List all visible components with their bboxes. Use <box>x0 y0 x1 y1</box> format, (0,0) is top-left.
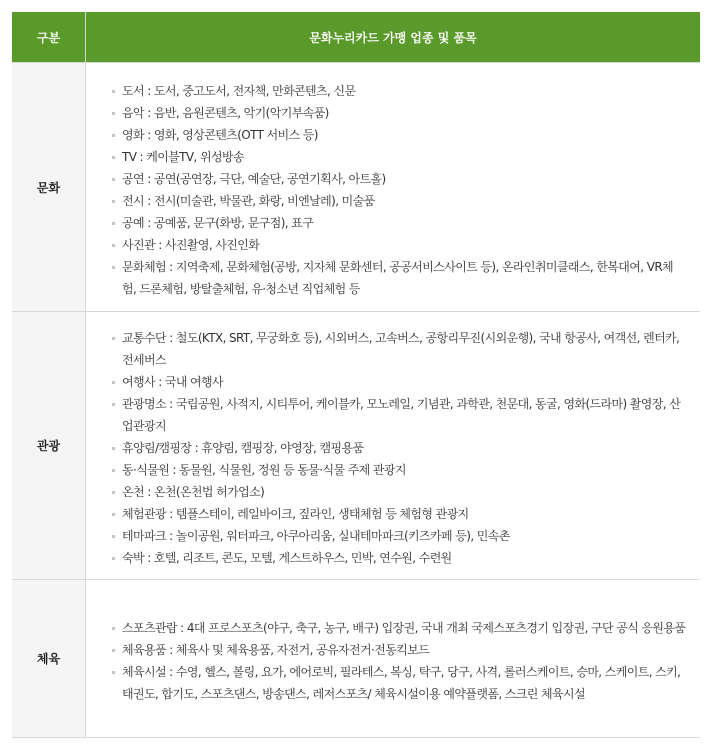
list-item: 도서 : 도서, 중고도서, 전자책, 만화콘텐츠, 신문 <box>112 80 686 102</box>
list-item: 동·식물원 : 동물원, 식물원, 정원 등 동물·식물 주제 관광지 <box>112 459 686 481</box>
list-item: 휴양림/캠핑장 : 휴양림, 캠핑장, 야영장, 캠핑용품 <box>112 437 686 459</box>
list-item: 공예 : 공예품, 문구(화방, 문구점), 표구 <box>112 212 686 234</box>
list-item: 공연 : 공연(공연장, 극단, 예술단, 공연기획사, 아트홀) <box>112 168 686 190</box>
list-item: 온천 : 온천(온천법 허가업소) <box>112 481 686 503</box>
list-item: 교통수단 : 철도(KTX, SRT, 무궁화호 등), 시외버스, 고속버스, 공항리무진(시외운행), 국내 항공사, 여객선, 렌터카, 전세버스 <box>112 327 686 371</box>
header-content: 문화누리카드 가맹 업종 및 품목 <box>86 12 701 63</box>
items-cell-sports <box>86 580 701 738</box>
list-item: 전시 : 전시(미술관, 박물관, 화랑, 비엔날레), 미술품 <box>112 190 686 212</box>
table-row-sports <box>12 580 700 738</box>
table-header-row <box>12 12 700 63</box>
items-cell-tourism <box>86 312 701 580</box>
table-row-culture <box>12 63 700 312</box>
item-list-tourism <box>112 327 686 569</box>
table-row-tourism <box>12 312 700 580</box>
list-item: TV : 케이블TV, 위성방송 <box>112 146 686 168</box>
item-list-sports <box>112 617 686 705</box>
list-item: 스포츠관람 : 4대 프로스포츠(야구, 축구, 농구, 배구) 입장권, 국내 개최 국제스포츠경기 입장권, 구단 공식 응원용품 <box>112 617 686 639</box>
category-cell-sports: 체육 <box>12 580 86 738</box>
list-item: 체육용품 : 체육사 및 체육용품, 자전거, 공유자전거·전동킥보드 <box>112 639 686 661</box>
merchant-category-table <box>12 12 700 738</box>
category-cell-culture: 문화 <box>12 63 86 312</box>
list-item: 체험관광 : 템플스테이, 레일바이크, 짚라인, 생태체험 등 체험형 관광지 <box>112 503 686 525</box>
list-item: 여행사 : 국내 여행사 <box>112 371 686 393</box>
list-item: 사진관 : 사진촬영, 사진인화 <box>112 234 686 256</box>
list-item: 테마파크 : 놀이공원, 워터파크, 아쿠아리움, 실내테마파크(키즈카페 등), 민속촌 <box>112 525 686 547</box>
category-cell-tourism: 관광 <box>12 312 86 580</box>
list-item: 관광명소 : 국립공원, 사적지, 시티투어, 케이블카, 모노레일, 기념관, 과학관, 천문대, 동굴, 영화(드라마) 촬영장, 산업관광지 <box>112 393 686 437</box>
items-cell-culture <box>86 63 701 312</box>
list-item: 숙박 : 호텔, 리조트, 콘도, 모텔, 게스트하우스, 민박, 연수원, 수련원 <box>112 547 686 569</box>
header-category: 구분 <box>12 12 86 63</box>
list-item: 체육시설 : 수영, 헬스, 볼링, 요가, 에어로빅, 필라테스, 복싱, 탁구, 당구, 사격, 롤러스케이트, 승마, 스케이트, 스키, 태권도, 합기도, 스포츠댄스, 방송댄스, 레저스포츠/ 체육시설이용 예약플랫폼, 스크린 체육시설 <box>112 661 686 705</box>
list-item: 음악 : 음반, 음원콘텐츠, 악기(악기부속품) <box>112 102 686 124</box>
content-table-wrapper <box>12 12 700 738</box>
list-item: 영화 : 영화, 영상콘텐츠(OTT 서비스 등) <box>112 124 686 146</box>
item-list-culture <box>112 80 686 300</box>
list-item: 문화체험 : 지역축제, 문화체험(공방, 지자체 문화센터, 공공서비스사이트 등), 온라인취미클래스, 한복대여, VR체험, 드론체험, 방탈출체험, 유·청소년 직업체험 등 <box>112 256 686 300</box>
